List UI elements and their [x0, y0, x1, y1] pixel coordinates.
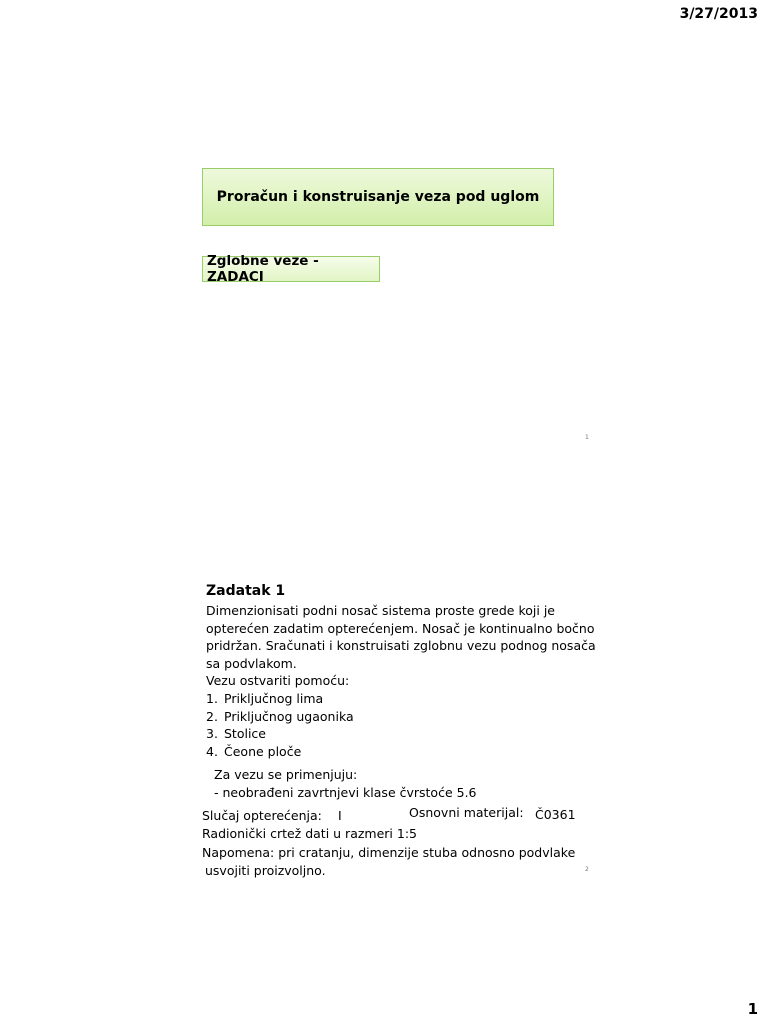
note-line: Napomena: pri cratanju, dimenzije stuba odnosno podvlake [202, 845, 576, 860]
slide-title: Proračun i konstruisanje veza pod uglom [202, 168, 554, 226]
list-item: 3. Stolice [206, 726, 266, 741]
usage-intro: Za vezu se primenjuju: [214, 767, 358, 782]
list-item: 1. Priključnog lima [206, 691, 324, 706]
print-date: 3/27/2013 [679, 6, 758, 22]
task-line: pridržan. Sračunati i konstruisati zglobnu vezu podnog nosača [206, 638, 596, 653]
scale-note: Radionički crtež dati u razmeri 1:5 [202, 826, 417, 841]
page-number: 1 [747, 1000, 758, 1018]
load-case-value: I [338, 808, 342, 823]
list-item: 4. Čeone ploče [206, 743, 302, 759]
material-value: Č0361 [535, 807, 576, 822]
bolt-usage [214, 766, 477, 801]
slide-number: 1 [585, 434, 589, 441]
load-case-label: Slučaj opterećenja: [202, 808, 322, 823]
task-line: Dimenzionisati podni nosač sistema proste grede koji je [206, 603, 555, 618]
slide-subtitle: Zglobne veze - ZADACI [202, 256, 380, 282]
task-heading: Zadatak 1 [206, 583, 286, 599]
slide-number: 2 [585, 866, 589, 873]
task-line: Vezu ostvariti pomoću: [206, 673, 350, 688]
note-line: usvojiti proizvoljno. [205, 863, 326, 878]
connection-options-list [206, 690, 354, 760]
list-item: 2. Priključnog ugaonika [206, 708, 354, 724]
task-line: opterećen zadatim opterećenjem. Nosač je kontinualno bočno [206, 620, 595, 636]
task-description [206, 602, 606, 690]
material-label: Osnovni materijal: [409, 805, 524, 820]
task-line: sa podvlakom. [206, 655, 297, 671]
usage-item: - neobrađeni zavrtnjevi klase čvrstoće 5.6 [214, 784, 477, 800]
